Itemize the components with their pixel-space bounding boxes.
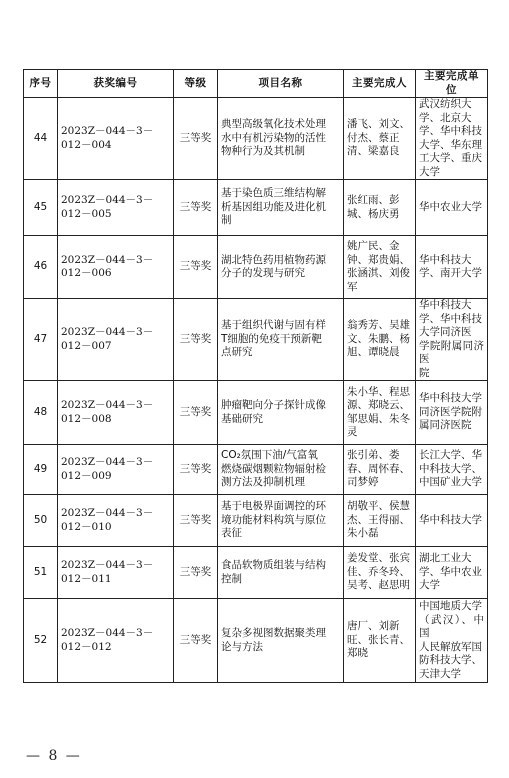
cell-award-code-line: 012－009: [61, 469, 112, 482]
cell-award-code-line: 2023Z－044－3－: [61, 507, 154, 519]
cell-main-people: [344, 299, 416, 381]
cell-grade: 三等奖: [174, 98, 218, 180]
header-grade: 等级: [174, 70, 218, 98]
cell-grade: 三等奖: [174, 236, 218, 299]
cell-main-units: [416, 299, 488, 381]
cell-main-people-line: 清、梁嘉良: [347, 145, 400, 158]
cell-main-units: [416, 495, 488, 547]
cell-main-people-line: 胡敬平、侯慧: [347, 500, 410, 513]
cell-main-units-line: 大学同济医: [419, 326, 472, 338]
cell-award-code-line: 2023Z－044－3－: [61, 326, 154, 338]
cell-main-units-line: 华中科技大: [419, 299, 472, 311]
header-award-code: 获奖编号: [58, 70, 174, 98]
cell-project-name-line: 基于电极界面调控的环: [221, 500, 326, 513]
cell-main-people-line: 潘飞、刘文、: [347, 118, 410, 131]
cell-main-people-line: 张涵淇、刘俊: [347, 267, 410, 279]
cell-grade: 三等奖: [174, 547, 218, 599]
cell-serial: 45: [24, 180, 58, 236]
cell-main-units-line: 长江大学、华: [419, 449, 482, 462]
cell-grade: 三等奖: [174, 445, 218, 495]
table-row: [24, 236, 488, 299]
cell-main-units: [416, 599, 488, 683]
cell-award-code-line: 012－008: [61, 412, 112, 425]
cell-main-people-line: 旺、张长青、: [347, 633, 410, 646]
cell-main-people-line: 杰、王得丽、: [347, 513, 410, 526]
cell-project-name-line: 制: [221, 214, 232, 227]
cell-main-units-line: 学、华中农业: [419, 565, 482, 578]
cell-project-name-line: 肿瘤靶向分子探针成像: [221, 399, 326, 411]
cell-grade: 三等奖: [174, 495, 218, 547]
cell-main-people-line: 文、朱鹏、杨: [347, 332, 410, 345]
cell-main-people-line: 佳、乔冬玲、: [347, 565, 410, 578]
cell-serial: 50: [24, 495, 58, 547]
cell-main-people-line: 司梦婷: [347, 476, 379, 489]
cell-project-name-line: 基于组织代谢与固有样: [221, 319, 326, 332]
cell-serial: 51: [24, 547, 58, 599]
cell-award-code: [58, 495, 174, 547]
cell-main-people-line: 朱小磊: [347, 527, 379, 540]
cell-main-units-line: 华中科技大学: [419, 513, 482, 526]
cell-main-people-line: 钟、郑贵娟、: [347, 253, 410, 266]
cell-project-name: [218, 98, 344, 180]
cell-project-name-line: 湖北特色药用植物药源: [221, 253, 326, 266]
cell-project-name: [218, 299, 344, 381]
table-row: [24, 180, 488, 236]
cell-main-units-line: 华中科技大学: [419, 392, 482, 405]
cell-award-code-line: 2023Z－044－3－: [61, 399, 154, 411]
cell-project-name-line: 基于染色质三维结构解: [221, 187, 326, 200]
cell-main-units-line: 人民解放军国: [419, 640, 482, 653]
cell-main-units: [416, 547, 488, 599]
cell-main-units-line: 学、南开大学: [419, 267, 482, 279]
cell-serial: 48: [24, 381, 58, 445]
cell-main-people-line: 朱小华、程思: [347, 385, 410, 398]
cell-award-code: [58, 599, 174, 683]
cell-project-name: [218, 547, 344, 599]
cell-serial: 44: [24, 98, 58, 180]
cell-main-people-line: 军: [347, 280, 358, 293]
cell-award-code-line: 012－006: [61, 267, 112, 279]
cell-serial: 52: [24, 599, 58, 683]
cell-award-code-line: 012－004: [61, 138, 112, 151]
cell-award-code-line: 012－011: [61, 572, 112, 585]
cell-project-name-line: 复杂多视图数据聚类理: [221, 627, 326, 639]
cell-project-name-line: CO₂氛围下油/气富氧: [221, 449, 318, 462]
cell-project-name-line: 水中有机污染物的活性: [221, 131, 326, 144]
cell-serial: 49: [24, 445, 58, 495]
cell-main-people-line: 源、郑晓云、: [347, 399, 410, 411]
cell-main-units-line: 武汉纺织大: [419, 98, 472, 110]
cell-award-code-line: 2023Z－044－3－: [61, 194, 154, 206]
header-row: [24, 70, 488, 98]
cell-serial: 47: [24, 299, 58, 381]
cell-project-name: [218, 495, 344, 547]
cell-main-units-line: 属同济医院: [419, 419, 472, 432]
cell-award-code-line: 2023Z－044－3－: [61, 125, 154, 137]
cell-award-code: [58, 299, 174, 381]
cell-grade: 三等奖: [174, 599, 218, 683]
cell-project-name-line: 表征: [221, 527, 242, 540]
cell-main-units-line: 中科技大学、: [419, 462, 482, 475]
cell-main-people: [344, 445, 416, 495]
cell-serial: 46: [24, 236, 58, 299]
cell-project-name-line: T细胞的免疫干预新靶: [221, 332, 322, 345]
cell-main-people-line: 郑晓: [347, 647, 368, 660]
cell-project-name-line: 燃烧碳烟颗粒物辐射检: [221, 462, 326, 475]
cell-main-units-line: 大学: [419, 165, 440, 178]
cell-project-name: [218, 445, 344, 495]
cell-main-people-line: 张引弟、娄: [347, 449, 400, 462]
cell-main-people-line: 张红雨、彭: [347, 194, 400, 206]
cell-main-people: [344, 495, 416, 547]
table-row: [24, 547, 488, 599]
header-main-units: 主要完成单位: [416, 70, 488, 98]
cell-main-units-line: 院: [419, 366, 430, 379]
awards-table: [23, 69, 488, 683]
cell-award-code: [58, 445, 174, 495]
table-header: [24, 70, 488, 98]
cell-main-units-line: 防科技大学、: [419, 654, 482, 666]
cell-award-code: [58, 180, 174, 236]
cell-award-code: [58, 381, 174, 445]
cell-main-units-line: 湖北工业大: [419, 552, 472, 565]
table-row: [24, 445, 488, 495]
table-body: [24, 98, 488, 683]
cell-main-units-line: 学、华中科技: [419, 312, 482, 325]
cell-main-units: [416, 180, 488, 236]
cell-project-name-line: 点研究: [221, 346, 253, 359]
cell-main-people-line: 唐厂、刘新: [347, 620, 400, 633]
cell-main-units-line: 学院附属同济医: [419, 339, 484, 365]
cell-main-units: [416, 98, 488, 180]
cell-award-code-line: 012－012: [61, 640, 112, 653]
cell-main-units-line: 华中科技大: [419, 253, 472, 266]
cell-grade: 三等奖: [174, 180, 218, 236]
cell-main-units-line: 学、北京大: [419, 111, 472, 124]
cell-main-people: [344, 547, 416, 599]
cell-main-units-line: 华中农业大学: [419, 200, 482, 213]
cell-main-units-line: （武汉）、中国: [419, 613, 484, 639]
cell-project-name: [218, 180, 344, 236]
cell-main-people-line: 灵: [347, 426, 358, 438]
cell-award-code-line: 2023Z－044－3－: [61, 456, 154, 468]
cell-grade: 三等奖: [174, 299, 218, 381]
cell-project-name-line: 境功能材料构筑与原位: [221, 513, 326, 526]
cell-main-units-line: 工大学、重庆: [419, 152, 482, 164]
cell-award-code: [58, 236, 174, 299]
table-row: [24, 98, 488, 180]
cell-main-units-line: 天津大学: [419, 667, 461, 680]
cell-project-name-line: 物种行为及其机制: [221, 145, 305, 158]
cell-main-units-line: 学、华中科技: [419, 125, 482, 137]
cell-project-name-line: 基础研究: [221, 412, 263, 425]
cell-award-code-line: 2023Z－044－3－: [61, 627, 154, 639]
cell-main-people-line: 付杰、蔡正: [347, 131, 400, 144]
cell-main-people-line: 邹思娟、朱冬: [347, 412, 410, 425]
cell-award-code: [58, 547, 174, 599]
cell-main-people: [344, 180, 416, 236]
table-row: [24, 599, 488, 683]
cell-main-people: [344, 381, 416, 445]
cell-main-people: [344, 236, 416, 299]
cell-award-code: [58, 98, 174, 180]
cell-main-units: [416, 445, 488, 495]
cell-project-name-line: 食品软物质组装与结构: [221, 559, 326, 571]
cell-main-people-line: 姜发堂、张宾: [347, 552, 410, 565]
cell-award-code-line: 012－010: [61, 520, 112, 533]
cell-award-code-line: 012－007: [61, 339, 112, 352]
cell-project-name-line: 论与方法: [221, 640, 263, 653]
cell-main-units-line: 大学: [419, 579, 440, 592]
cell-project-name: [218, 599, 344, 683]
header-serial: 序号: [24, 70, 58, 98]
cell-project-name-line: 典型高级氧化技术处理: [221, 118, 326, 131]
cell-main-people-line: 吴考、赵思明: [347, 579, 410, 592]
table-row: [24, 299, 488, 381]
cell-main-people-line: 城、杨庆勇: [347, 207, 400, 220]
cell-main-units-line: 中国矿业大学: [419, 476, 482, 489]
cell-main-people-line: 翁秀芳、吴雄: [347, 319, 410, 332]
cell-project-name-line: 测方法及抑制机理: [221, 476, 305, 489]
cell-main-units-line: 中国地质大学: [419, 600, 482, 612]
header-project-name: 项目名称: [218, 70, 344, 98]
table-row: [24, 381, 488, 445]
table-row: [24, 495, 488, 547]
cell-main-units: [416, 236, 488, 299]
cell-award-code-line: 2023Z－044－3－: [61, 253, 154, 266]
page-number: — 8 —: [26, 748, 82, 764]
cell-project-name-line: 分子的发现与研究: [221, 267, 305, 279]
cell-award-code-line: 012－005: [61, 207, 112, 220]
header-main-people: 主要完成人: [344, 70, 416, 98]
cell-main-units-line: 同济医学院附: [419, 405, 482, 418]
cell-award-code-line: 2023Z－044－3－: [61, 559, 154, 571]
cell-project-name-line: 析基因组功能及进化机: [221, 200, 326, 213]
cell-main-units: [416, 381, 488, 445]
cell-main-units-line: 大学、华东理: [419, 138, 482, 151]
cell-grade: 三等奖: [174, 381, 218, 445]
cell-main-people: [344, 98, 416, 180]
cell-main-people-line: 姚广民、金: [347, 240, 400, 252]
cell-main-people: [344, 599, 416, 683]
cell-main-people-line: 旭、谭晓晨: [347, 346, 400, 359]
cell-project-name: [218, 381, 344, 445]
cell-project-name-line: 控制: [221, 572, 242, 585]
cell-main-people-line: 春、周怀春、: [347, 462, 410, 475]
cell-project-name: [218, 236, 344, 299]
